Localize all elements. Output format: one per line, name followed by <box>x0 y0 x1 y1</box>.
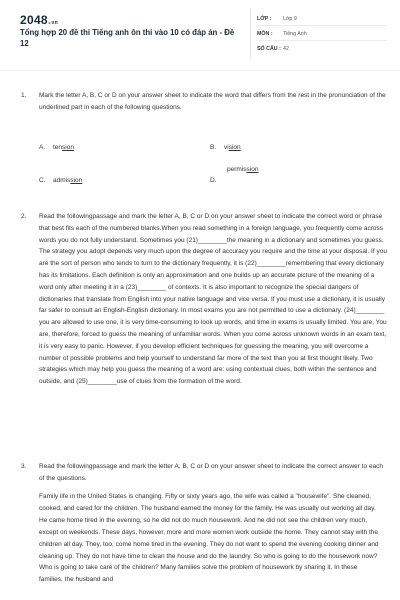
option-letter: D. <box>210 177 217 184</box>
site-logo[interactable]: 2048.vn <box>20 13 58 27</box>
header-divider <box>250 8 251 60</box>
reading-passage: Family life in the United States is changing. Fifty or sixty years ago, the wife was called a "housewife". She cleaned, cooked, and cared for the children. The husband earned the money for the family. He was usually out working all day. He came home tired in the evening, so he did not do much housework. And he did not see the children very much, except on weekends. These days, however, more and more women work outside the home. They cannot stay with the children all day. They, too, come home tired in the evening. They do not want to spend the evening cooking dinner and cleaning up. They do not have time to clean the house and do the laundry. So who is going to do the housework now? Who is going to take care of the children? Many families solve the problem of housework by sharing it. In these families, the husband and <box>39 493 379 584</box>
question-number: 2. <box>21 213 27 220</box>
option-d-word: permission <box>227 166 259 173</box>
question-number: 1. <box>21 92 27 99</box>
option-letter: B. <box>210 144 217 151</box>
option-letter: A. <box>39 144 46 151</box>
meta-class-value: Lớp 9 <box>283 16 297 22</box>
meta-class-key: LỚP : <box>257 16 272 22</box>
meta-subject-value: Tiếng Anh <box>283 31 307 37</box>
option-a[interactable]: A. tension <box>39 144 74 151</box>
meta-count-key: SỐ CÂU : <box>257 46 281 52</box>
meta-subject-row <box>257 27 387 41</box>
option-d[interactable] <box>210 177 224 184</box>
question-text: Read the followingpassage and mark the letter A, B, C or D on your answer sheet to indicate the correct answer to each of the questions. <box>39 463 383 482</box>
header-rule <box>0 70 400 71</box>
meta-count-row <box>257 42 387 56</box>
question-passage: Read the followingpassage and mark the letter A, B, C or D on your answer sheet to indicate the correct word or phrase that best fits each of the numbered blanks.When you read something in a foreign language, you frequently come across words you do not fully understand. Sometimes you (21)________the meaning in a dictionary and sometimes you guess. The strategy you adopt depends very much upon the degree of accuracy you require and the time at your disposal. If you are the sort of person who tends to turn to the dictionary frequently, it is (22)________remembering that every dictionary has its limitations. Each definition is only an approximation and one builds up an accurate picture of the meaning of a word only after meeting it in a (23)________ of contexts. It is also important to recognize the special dangers of dictionaries that translate from English into your native language and vice versa. If you must use a dictionary, it is usually far safer to consult an English-English dictionary. In most exams you are not permitted to use a dictionary. (24)________ you are allowed to use one, it is very time-consuming to look up words, and time in exams is usually limited. You are, You are, therefore, forced to guess the meaning of unfamiliar words. When you come across unknown words in an exam text, it is very easy to panic. However, if you develop efficient techniques for guessing the meaning, you will overcome a number of possible problems and help yourself to understand far more of the text than you at first thought likely. Two strategies which may help you guess the meaning of a word are: using contextual clues, both within the sentence and outside, and (25)________use of clues from the formation of the word. <box>39 213 387 386</box>
option-c[interactable]: C. admission <box>39 177 83 184</box>
option-letter: C. <box>39 177 46 184</box>
option-b[interactable]: B. vision <box>210 144 241 151</box>
meta-class-row <box>257 12 387 26</box>
meta-count-value: 42 <box>283 46 289 52</box>
question-text: Mark the letter A, B, C or D on your answer sheet to indicate the word that differs from the rest in the pronunciation of the underlined part in each of the following questions. <box>39 92 386 111</box>
document-title: Tổng hợp 20 đề thi Tiếng anh ôn thi vào 10 có đáp án - Đề 12 <box>20 28 235 48</box>
question-number: 3. <box>21 463 27 470</box>
meta-subject-key: MÔN : <box>257 31 273 37</box>
page-header <box>0 0 400 68</box>
